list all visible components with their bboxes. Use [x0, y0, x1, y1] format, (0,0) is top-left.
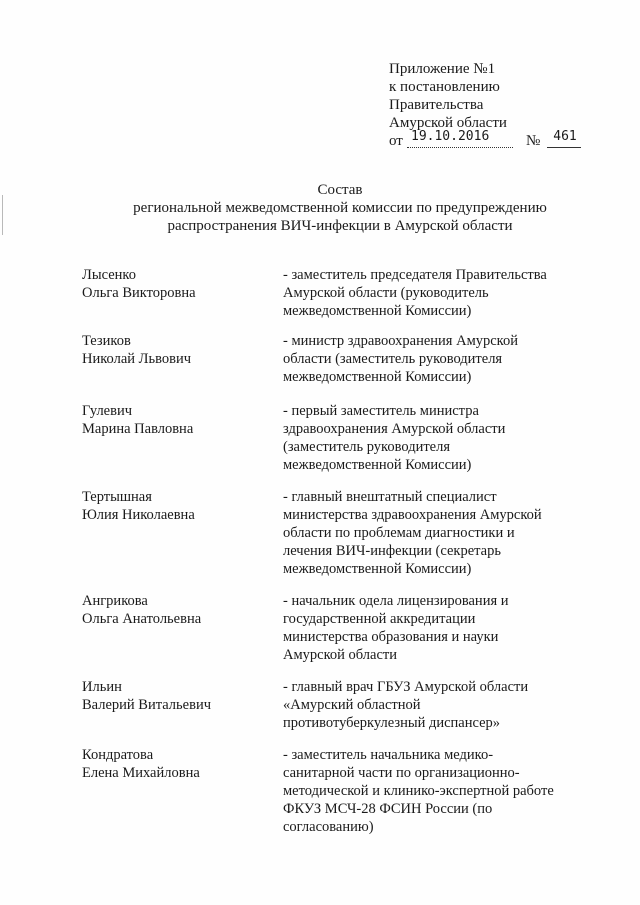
role-line: - первый заместитель министра	[283, 403, 479, 419]
role-line: межведомственной Комиссии)	[283, 369, 472, 385]
role-line: межведомственной Комиссии)	[283, 303, 472, 319]
number-underline	[547, 147, 581, 148]
role-line: области (заместитель руководителя	[283, 351, 503, 367]
role-line: межведомственной Комиссии)	[283, 457, 472, 473]
role-line: - заместитель председателя Правительства	[283, 267, 547, 283]
role-line: государственной аккредитации	[283, 611, 476, 627]
member-name	[82, 402, 272, 438]
member-given-name: Юлия Николаевна	[82, 507, 195, 523]
resolution-date: 19.10.2016	[411, 129, 490, 144]
title-line-3: распространения ВИЧ-инфекции в Амурской области	[167, 218, 513, 234]
role-line: согласованию)	[283, 819, 374, 835]
number-sign: №	[526, 133, 541, 149]
appendix-region: Амурской области	[389, 115, 507, 131]
role-line: Амурской области (руководитель	[283, 285, 489, 301]
member-given-name: Валерий Витальевич	[82, 697, 211, 713]
appendix-header	[389, 60, 629, 152]
appendix-government: Правительства	[389, 97, 484, 113]
member-given-name: Николай Львович	[82, 351, 191, 367]
member-role	[283, 266, 568, 320]
member-surname: Тертышная	[82, 489, 152, 505]
member-role	[283, 488, 568, 578]
member-name	[82, 746, 272, 782]
member-role	[283, 592, 568, 664]
role-line: - начальник одела лицензирования и	[283, 593, 509, 609]
role-line: Амурской области	[283, 647, 397, 663]
role-line: области по проблемам диагностики и	[283, 525, 515, 541]
member-name	[82, 488, 272, 524]
member-given-name: Ольга Анатольевна	[82, 611, 202, 627]
role-line: методической и клинико-экспертной работе	[283, 783, 554, 799]
role-line: здравоохранения Амурской области	[283, 421, 506, 437]
member-role	[283, 746, 568, 836]
role-line: межведомственной Комиссии)	[283, 561, 472, 577]
role-line: - заместитель начальника медико-	[283, 747, 494, 763]
role-line: министерства здравоохранения Амурской	[283, 507, 542, 523]
role-line: «Амурский областной	[283, 697, 421, 713]
role-line: санитарной части по организационно-	[283, 765, 520, 781]
member-role	[283, 332, 568, 386]
role-line: - главный врач ГБУЗ Амурской области	[283, 679, 529, 695]
role-line: лечения ВИЧ-инфекции (секретарь	[283, 543, 501, 559]
title-line-1: Состав	[317, 182, 363, 198]
member-surname: Кондратова	[82, 747, 154, 763]
resolution-number: 461	[553, 129, 577, 144]
member-name	[82, 678, 272, 714]
member-given-name: Елена Михайловна	[82, 765, 200, 781]
member-surname: Ильин	[82, 679, 122, 695]
member-name	[82, 332, 272, 368]
member-given-name: Марина Павловна	[82, 421, 194, 437]
date-from-label: от	[389, 133, 403, 149]
member-role	[283, 678, 568, 732]
member-surname: Ангрикова	[82, 593, 148, 609]
date-underline	[407, 147, 513, 148]
scan-edge-mark	[2, 195, 3, 235]
member-surname: Гулевич	[82, 403, 133, 419]
member-surname: Тезиков	[82, 333, 131, 349]
role-line: - министр здравоохранения Амурской	[283, 333, 518, 349]
appendix-number: Приложение №1	[389, 61, 496, 77]
role-line: ФКУЗ МСЧ-28 ФСИН России (по	[283, 801, 493, 817]
title-line-2: региональной межведомственной комиссии по предупреждению	[133, 200, 547, 216]
member-name	[82, 592, 272, 628]
role-line: противотуберкулезный диспансер»	[283, 715, 501, 731]
role-line: (заместитель руководителя	[283, 439, 451, 455]
member-role	[283, 402, 568, 474]
role-line: министерства образования и науки	[283, 629, 499, 645]
member-name	[82, 266, 272, 302]
member-given-name: Ольга Викторовна	[82, 285, 196, 301]
appendix-date-row	[389, 129, 629, 152]
member-surname: Лысенко	[82, 267, 136, 283]
appendix-resolution-ref: к постановлению	[389, 79, 500, 95]
document-title	[60, 181, 620, 235]
role-line: - главный внештатный специалист	[283, 489, 497, 505]
